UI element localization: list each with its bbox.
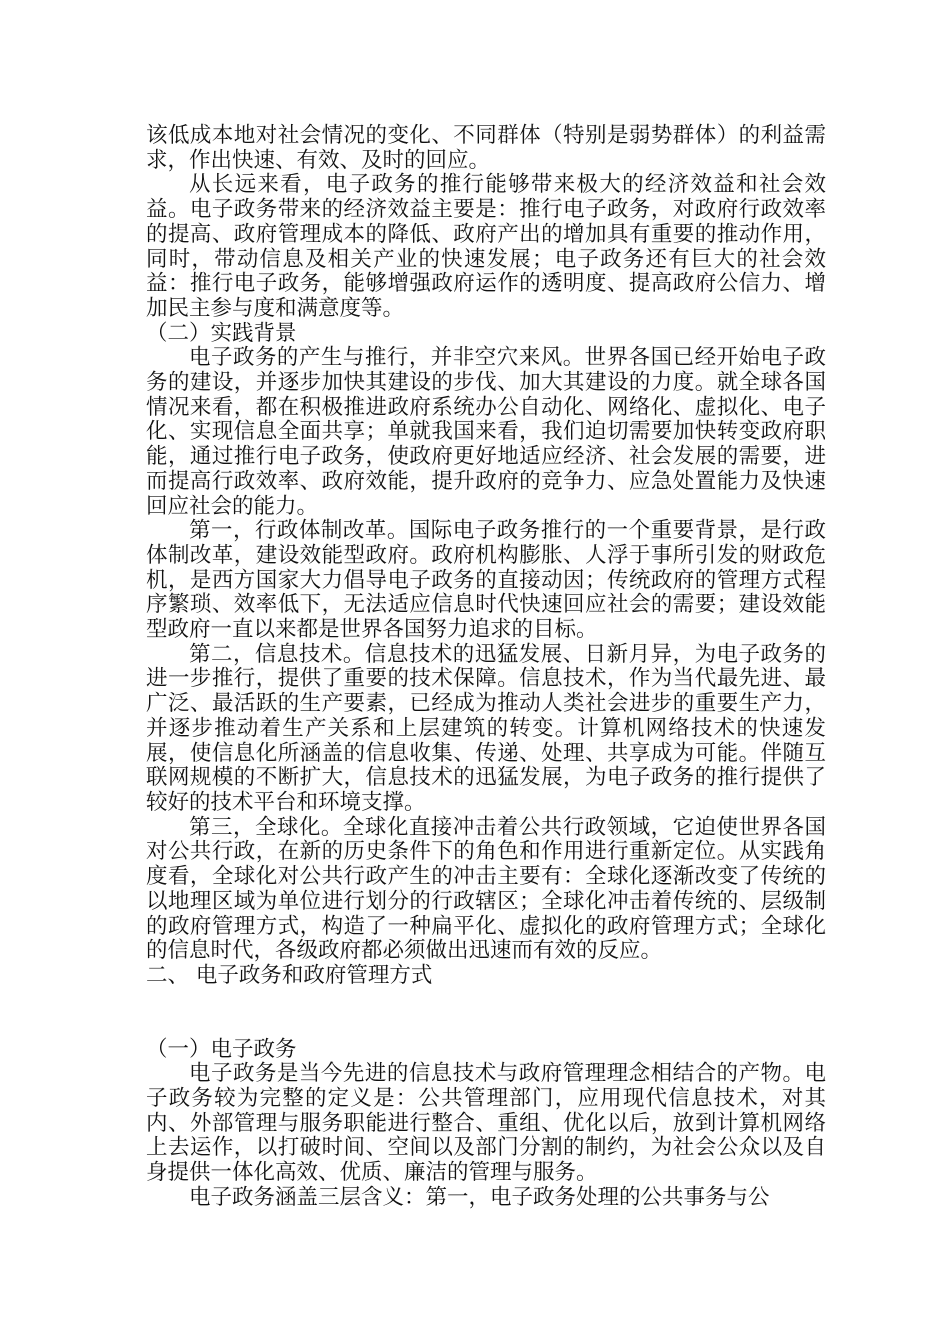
- chapter-heading-egov-management: 二、 电子政务和政府管理方式: [146, 962, 433, 988]
- paragraph-admin-reform: 第一，行政体制改革。国际电子政务推行的一个重要背景，是行政体制改革，建设效能型政府。政府机构膨胀、人浮于事所引发的财政危机，是西方国家大力倡导电子政务的直接动因；传统政府的管理方式程序繁琐、效率低下，无法适应信息时代快速回应社会的需要；建设效能型政府一直以来都是世界各国努力追求的目标。: [146, 518, 826, 643]
- paragraph-practice-background: 电子政务的产生与推行，并非空穴来风。世界各国已经开始电子政务的建设，并逐步加快其建设的步伐、加大其建设的力度。就全球各国情况来看，都在积极推进政府系统办公自动化、网络化、虚拟化、电子化、实现信息全面共享；单就我国来看，我们迫切需要加快转变政府职能，通过推行电子政务，使政府更好地适应经济、社会发展的需要，进而提高行政效率、政府效能，提升政府的竞争力、应急处置能力及快速回应社会的能力。: [146, 345, 826, 519]
- section-heading-egov: （一）电子政务: [146, 1036, 297, 1062]
- paragraph-egov-meanings: 电子政务涵盖三层含义：第一，电子政务处理的公共事务与公: [189, 1184, 770, 1210]
- paragraph-continuation: 该低成本地对社会情况的变化、不同群体（特别是弱势群体）的利益需求，作出快速、有效、及时的回应。: [146, 123, 826, 173]
- document-page: [146, 124, 826, 1211]
- paragraph-egov-definition: 电子政务是当今先进的信息技术与政府管理理念相结合的产物。电子政务较为完整的定义是：公共管理部门，应用现代信息技术，对其内、外部管理与服务职能进行整合、重组、优化以后，放到计算机网络上去运作，以打破时间、空间以及部门分割的制约，为社会公众以及自身提供一体化高效、优质、廉洁的管理与服务。: [146, 1061, 826, 1186]
- blank-line-spacer: [146, 989, 826, 1038]
- section-heading-practice-background: （二）实践背景: [146, 320, 297, 346]
- paragraph-info-tech: 第二，信息技术。信息技术的迅猛发展、日新月异，为电子政务的进一步推行，提供了重要的技术保障。信息技术，作为当代最先进、最广泛、最活跃的生产要素，已经成为推动人类社会进步的重要生产力，并逐步推动着生产关系和上层建筑的转变。计算机网络技术的快速发展，使信息化所涵盖的信息收集、传递、处理、共享成为可能。伴随互联网规模的不断扩大，信息技术的迅猛发展，为电子政务的推行提供了较好的技术平台和环境支撑。: [146, 641, 826, 815]
- paragraph-globalization: 第三，全球化。全球化直接冲击着公共行政领域，它迫使世界各国对公共行政，在新的历史条件下的角色和作用进行重新定位。从实践角度看，全球化对公共行政产生的冲击主要有：全球化逐渐改变了传统的以地理区域为单位进行划分的行政辖区；全球化冲击着传统的、层级制的政府管理方式，构造了一种扁平化、虚拟化的政府管理方式；全球化的信息时代，各级政府都必须做出迅速而有效的反应。: [146, 814, 826, 964]
- paragraph-benefits: 从长远来看，电子政务的推行能够带来极大的经济效益和社会效益。电子政务带来的经济效益主要是：推行电子政务，对政府行政效率的提高、政府管理成本的降低、政府产出的增加具有重要的推动作用，同时，带动信息及相关产业的快速发展；电子政务还有巨大的社会效益：推行电子政务，能够增强政府运作的透明度、提高政府公信力、增加民主参与度和满意度等。: [146, 172, 826, 321]
